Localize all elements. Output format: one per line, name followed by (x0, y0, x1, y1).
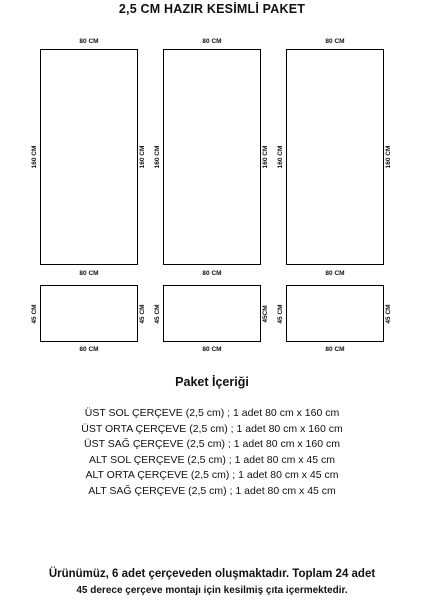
list-item: ALT ORTA ÇERÇEVE (2,5 cm) ; 1 adet 80 cm x 45 cm (85, 469, 339, 481)
top-frame-3-width-label-top: 80 CM (325, 38, 345, 45)
bottom-frame-1-width-label-bottom: 80 CM (79, 346, 99, 353)
bottom-frame-2-height-label-left: 45 CM (154, 303, 161, 324)
list-item: ÜST ORTA ÇERÇEVE (2,5 cm) ; 1 adet 80 cm x 160 cm (81, 422, 343, 435)
top-frame-2-width-label-top: 80 CM (202, 38, 222, 45)
top-frame-1 (40, 49, 138, 265)
top-frame-3-width-label-bottom: 80 CM (325, 270, 345, 277)
top-frame-2 (163, 49, 261, 265)
top-frame-1-height-label-left: 160 CM (31, 145, 38, 169)
package-contents-list (0, 406, 424, 499)
footer-summary: Ürünümüz, 6 adet çerçeveden oluşmaktadır. Toplam 24 adet (48, 568, 376, 580)
top-frame-2-width-label-bottom: 80 CM (202, 270, 222, 277)
footer-note: 45 derece çerçeve montajı için kesilmiş çıta içermektedir. (76, 585, 348, 596)
top-frame-3-height-label-left: 160 CM (277, 145, 284, 169)
bottom-frame-3 (286, 285, 384, 342)
bottom-frame-2 (163, 285, 261, 342)
top-frame-1-width-label-bottom: 80 CM (79, 270, 99, 277)
list-item: ÜST SOL ÇERÇEVE (2,5 cm) ; 1 adet 80 cm x 160 cm (84, 407, 340, 419)
list-item: ALT SOL ÇERÇEVE (2,5 cm) ; 1 adet 80 cm x 45 cm (88, 453, 336, 466)
list-item: ALT SAĞ ÇERÇEVE (2,5 cm) ; 1 adet 80 cm x 45 cm (88, 484, 336, 497)
bottom-frame-2-height-label-right: 45CM (262, 304, 269, 323)
bottom-frame-1-height-label-right: 45 CM (139, 303, 146, 324)
top-frame-1-height-label-right: 160 CM (139, 145, 146, 169)
top-frame-1-width-label-top: 80 CM (79, 38, 99, 45)
bottom-frame-3-height-label-right: 45 CM (385, 303, 392, 324)
bottom-frame-3-height-label-left: 45 CM (277, 303, 284, 324)
page-title: 2,5 CM HAZIR KESİMLİ PAKET (118, 2, 306, 16)
bottom-frame-2-width-label-bottom: 80 CM (202, 346, 222, 353)
bottom-frame-1-height-label-left: 45 CM (31, 303, 38, 324)
top-frame-2-height-label-right: 160 CM (262, 145, 269, 169)
top-frame-3 (286, 49, 384, 265)
list-item: ÜST SAĞ ÇERÇEVE (2,5 cm) ; 1 adet 80 cm x 160 cm (84, 438, 340, 450)
package-contents-heading: Paket İçeriği (175, 375, 249, 389)
top-frame-2-height-label-left: 160 CM (154, 145, 161, 169)
bottom-frame-1 (40, 285, 138, 342)
top-frame-3-height-label-right: 160 CM (385, 145, 392, 169)
bottom-frame-3-width-label-bottom: 80 CM (325, 346, 345, 353)
